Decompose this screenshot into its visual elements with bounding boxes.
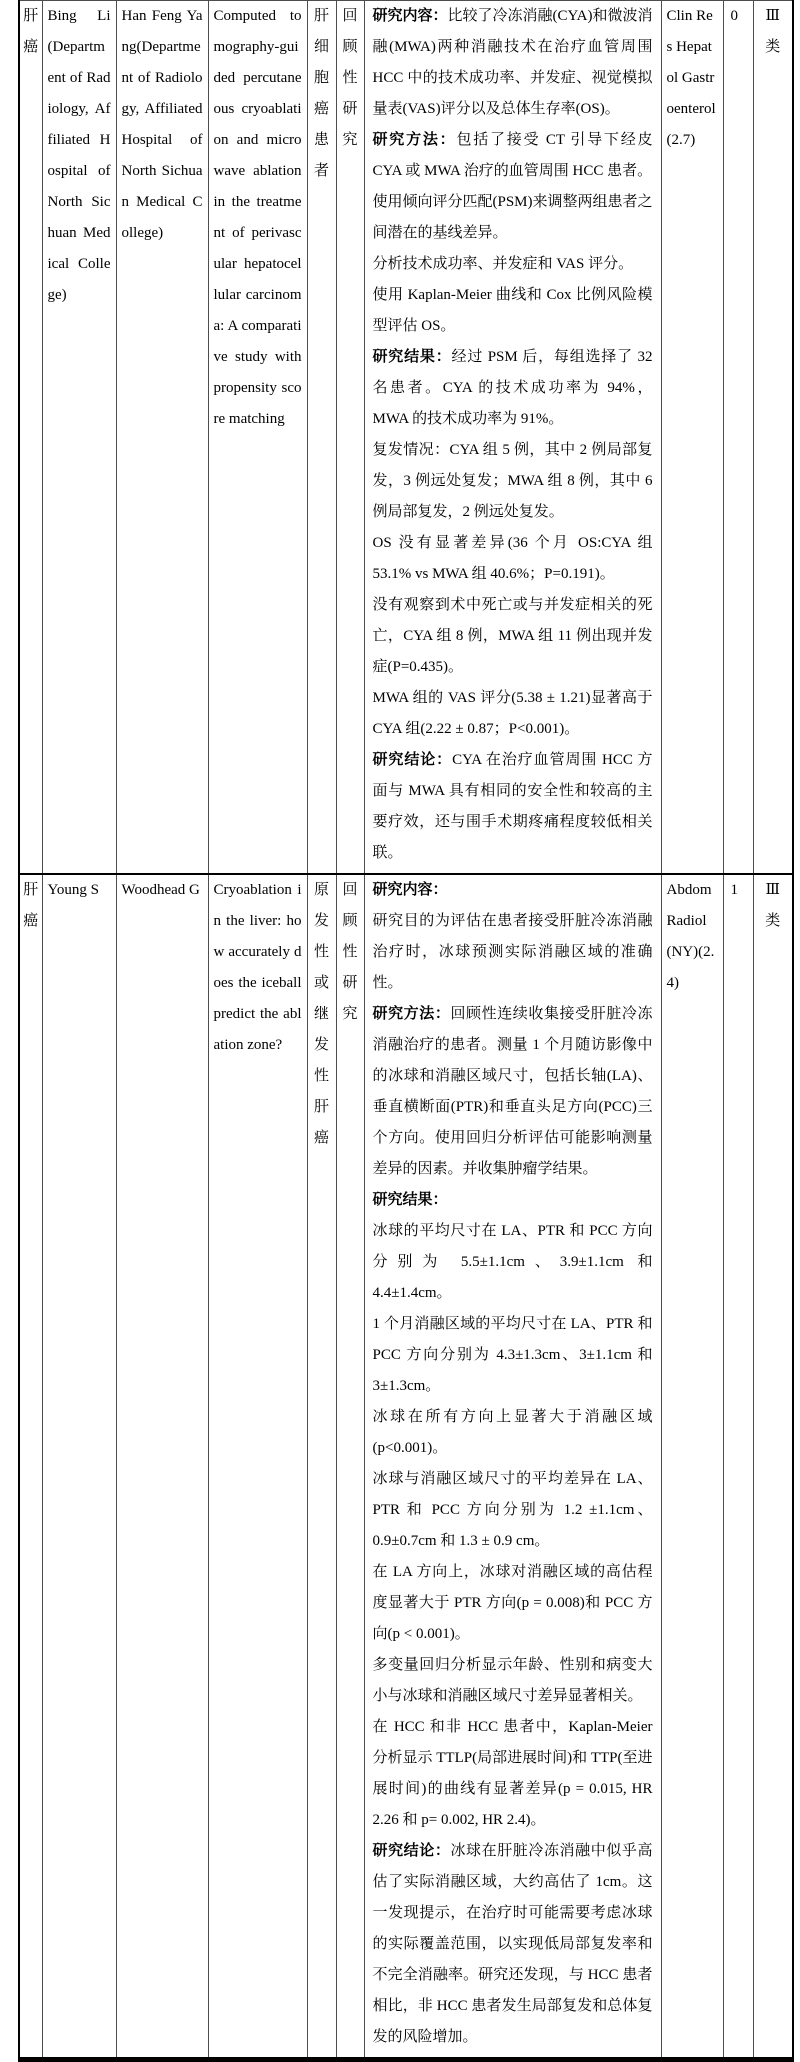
content-paragraph xyxy=(373,683,653,745)
paragraph-label: 研究内容： xyxy=(372,882,448,898)
paragraph-label: 研究方法： xyxy=(372,1006,451,1022)
content-paragraph xyxy=(373,435,653,528)
content-paragraph xyxy=(373,999,653,1185)
title-cell: Cryoablation in the liver: how accurately does the iceball predict the ablation zone? xyxy=(208,874,307,2060)
count-cell: 1 xyxy=(723,874,753,2060)
population-cell: 原发性或继发性肝癌 xyxy=(307,874,336,2060)
paragraph-text: 冰球在肝脏冷冻消融中似乎高估了实际消融区域，大约高估了 1cm。这一发现提示，在治疗时可能需要考虑冰球的实际覆盖范围，以实现低局部复发率和不完全消融率。研究还发现，与 HCC 患者相比，非 HCC 患者发生局部复发和总体复发的风险增加。 xyxy=(372,1843,653,2045)
paragraph-text: 复发情况：CYA 组 5 例，其中 2 例局部复发，3 例远处复发；MWA 组 8 例，其中 6 例局部复发，2 例远处复发。 xyxy=(372,442,653,520)
table-row xyxy=(19,874,793,2060)
grade-cell: Ⅲ类 xyxy=(753,874,793,2060)
population-cell: 肝细胞癌患者 xyxy=(307,1,336,875)
study-type-cell: 回顾性研究 xyxy=(336,1,364,875)
content-paragraph xyxy=(373,187,653,249)
paragraph-text: 冰球的平均尺寸在 LA、PTR 和 PCC 方向分别为 5.5±1.1cm、3.9±1.1cm 和 4.4±1.4cm。 xyxy=(372,1223,653,1301)
content-paragraph xyxy=(373,1402,653,1464)
content-cell xyxy=(364,874,661,2060)
content-paragraph xyxy=(373,1464,653,1557)
paragraph-text: 在 LA 方向上，冰球对消融区域的高估程度显著大于 PTR 方向(p = 0.008)和 PCC 方向(p < 0.001)。 xyxy=(372,1564,653,1642)
co-author-cell: Woodhead G xyxy=(116,874,208,2060)
paragraph-text: 在 HCC 和非 HCC 患者中，Kaplan-Meier 分析显示 TTLP(局部进展时间)和 TTP(至进展时间)的曲线有显著差异(p = 0.015, HR 2.26 和 p= 0.002, HR 2.4)。 xyxy=(372,1719,653,1828)
paragraph-text: 冰球在所有方向上显著大于消融区域 (p<0.001)。 xyxy=(372,1409,653,1456)
content-paragraph xyxy=(373,1309,653,1402)
content-paragraph xyxy=(373,1836,653,2053)
paragraph-text: 没有观察到术中死亡或与并发症相关的死亡，CYA 组 8 例，MWA 组 11 例出现并发症(P=0.435)。 xyxy=(372,597,653,675)
content-paragraph xyxy=(373,1185,653,1216)
content-paragraph xyxy=(373,1650,653,1712)
table-row xyxy=(19,1,793,875)
content-paragraph xyxy=(373,906,653,999)
paragraph-label: 研究方法： xyxy=(372,132,457,148)
content-paragraph xyxy=(373,528,653,590)
paragraph-text: 1 个月消融区域的平均尺寸在 LA、PTR 和 PCC 方向分别为 4.3±1.3cm、3±1.1cm 和 3±1.3cm。 xyxy=(372,1316,653,1394)
paragraph-label: 研究结果： xyxy=(372,1192,448,1208)
content-paragraph xyxy=(373,342,653,435)
count-cell: 0 xyxy=(723,1,753,875)
paragraph-text: 使用 Kaplan-Meier 曲线和 Cox 比例风险模型评估 OS。 xyxy=(372,287,653,334)
paragraph-text: MWA 组的 VAS 评分(5.38 ± 1.21)显著高于 CYA 组(2.22 ± 0.87；P<0.001)。 xyxy=(372,690,653,737)
first-author-cell: Young S xyxy=(42,874,116,2060)
paragraph-text: OS 没有显著差异(36 个月 OS:CYA 组 53.1% vs MWA 组 40.6%；P=0.191)。 xyxy=(372,535,653,582)
disease-cell: 肝癌 xyxy=(19,874,42,2060)
content-paragraph xyxy=(373,1216,653,1309)
content-paragraph xyxy=(373,249,653,280)
paragraph-text: 使用倾向评分匹配(PSM)来调整两组患者之间潜在的基线差异。 xyxy=(372,194,653,241)
paragraph-text: 包括了接受 CT 引导下经皮 CYA 或 MWA 治疗的血管周围 HCC 患者。 xyxy=(372,132,653,179)
content-paragraph xyxy=(373,280,653,342)
content-paragraph xyxy=(373,590,653,683)
paragraph-text: 回顾性连续收集接受肝脏冷冻消融治疗的患者。测量 1 个月随访影像中的冰球和消融区域尺寸，包括长轴(LA)、垂直横断面(PTR)和垂直头足方向(PCC)三个方向。使用回归分析评估可能影响测量差异的因素。并收集肿瘤学结果。 xyxy=(372,1006,653,1177)
first-author-cell: Bing Li (Department of Radiology, Affiliated Hospital of North Sichuan Medical College) xyxy=(42,1,116,875)
paragraph-text: CYA 在治疗血管周围 HCC 方面与 MWA 具有相同的安全性和较高的主要疗效，还与围手术期疼痛程度较低相关联。 xyxy=(372,752,653,861)
content-cell xyxy=(364,1,661,875)
paragraph-text: 研究目的为评估在患者接受肝脏冷冻消融治疗时，冰球预测实际消融区域的准确性。 xyxy=(372,913,653,991)
paragraph-text: 多变量回归分析显示年龄、性别和病变大小与冰球和消融区域尺寸差异显著相关。 xyxy=(372,1657,653,1704)
content-paragraph xyxy=(373,1,653,125)
content-paragraph xyxy=(373,875,653,906)
literature-review-table xyxy=(18,0,794,2062)
study-type-cell: 回顾性研究 xyxy=(336,874,364,2060)
paragraph-text: 分析技术成功率、并发症和 VAS 评分。 xyxy=(372,256,634,272)
grade-cell: Ⅲ类 xyxy=(753,1,793,875)
co-author-cell: Han Feng Yang(Department of Radiology, Affiliated Hospital of North Sichuan Medical College) xyxy=(116,1,208,875)
paragraph-label: 研究结果： xyxy=(372,349,452,365)
content-paragraph xyxy=(373,1712,653,1836)
paragraph-label: 研究结论： xyxy=(372,1843,451,1859)
journal-cell: Abdom Radiol (NY)(2.4) xyxy=(661,874,723,2060)
paragraph-label: 研究结论： xyxy=(372,752,453,768)
paragraph-label: 研究内容： xyxy=(372,8,448,24)
disease-cell: 肝癌 xyxy=(19,1,42,875)
content-paragraph xyxy=(373,1557,653,1650)
journal-cell: Clin Res Hepatol Gastroenterol(2.7) xyxy=(661,1,723,875)
content-paragraph xyxy=(373,125,653,187)
title-cell: Computed tomography-guided percutaneous cryoablation and microwave ablation in the treatment of perivascular hepatocellular carcinoma: A comparative study with propensity score matching xyxy=(208,1,307,875)
paragraph-text: 比较了冷冻消融(CYA)和微波消融(MWA)两种消融技术在治疗血管周围 HCC 中的技术成功率、并发症、视觉模拟量表(VAS)评分以及总体生存率(OS)。 xyxy=(372,8,653,117)
content-paragraph xyxy=(373,745,653,869)
paragraph-text: 经过 PSM 后，每组选择了 32 名患者。CYA 的技术成功率为 94%，MWA 的技术成功率为 91%。 xyxy=(372,349,653,427)
paragraph-text: 冰球与消融区域尺寸的平均差异在 LA、PTR 和 PCC 方向分别为 1.2 ±1.1cm、0.9±0.7cm 和 1.3 ± 0.9 cm。 xyxy=(372,1471,653,1549)
